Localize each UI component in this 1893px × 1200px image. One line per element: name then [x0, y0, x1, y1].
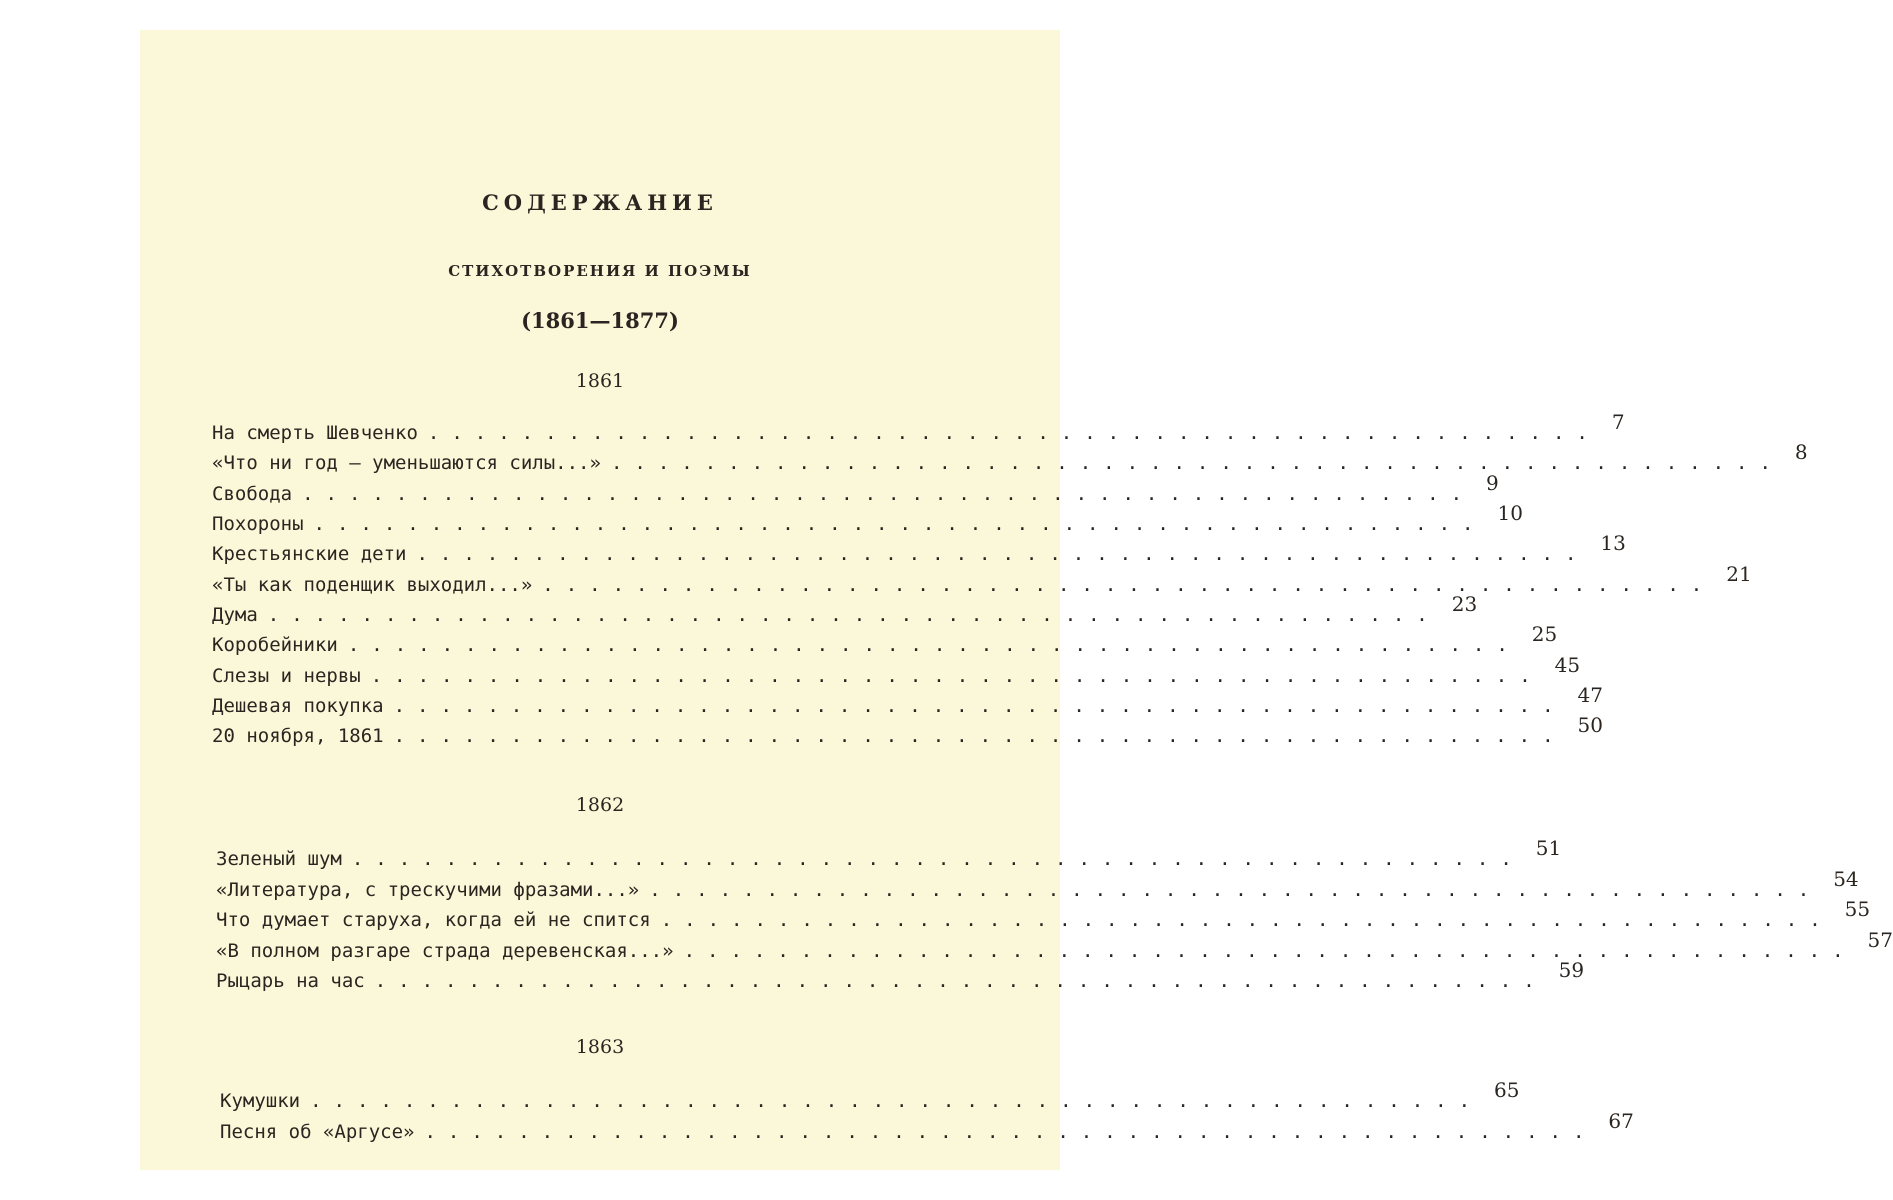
- entry-title: Кумушки: [220, 1090, 301, 1112]
- entry-page: 65: [1494, 1078, 1520, 1102]
- entry-page: 57: [1867, 928, 1893, 952]
- leader-dots: ..................................................: [610, 452, 1783, 474]
- toc-entry: [212, 622, 1558, 656]
- toc-entry: [216, 867, 1859, 901]
- entry-page: 7: [1611, 410, 1625, 434]
- entry-title: «Ты как поденщик выходил...»: [212, 574, 533, 596]
- toc-entry: [220, 1078, 1520, 1112]
- leader-dots: ..................................................: [416, 543, 1589, 565]
- entry-title: Похороны: [212, 513, 304, 535]
- leader-dots: ..................................................: [393, 725, 1566, 747]
- entry-title: Зеленый шум: [216, 848, 342, 870]
- leader-dots: ..................................................: [347, 634, 1520, 656]
- entry-title: Дума: [212, 604, 258, 626]
- toc-entry: [216, 836, 1562, 870]
- leader-dots: ..................................................: [310, 1090, 1483, 1112]
- entry-title: Свобода: [212, 483, 293, 505]
- entry-title: Что думает старуха, когда ей не спится: [216, 909, 651, 931]
- entry-page: 54: [1833, 867, 1859, 891]
- leader-dots: ..................................................: [313, 513, 1486, 535]
- leader-dots: ..................................................: [374, 970, 1547, 992]
- entry-title: «Литература, с трескучими фразами...»: [216, 879, 640, 901]
- toc-entry: [212, 592, 1478, 626]
- year-heading-1862: 1862: [575, 794, 625, 816]
- entry-title: Слезы и нервы: [212, 665, 361, 687]
- leader-dots: ..................................................: [267, 604, 1440, 626]
- leader-dots: ..................................................: [393, 695, 1566, 717]
- toc-entry: [212, 531, 1626, 565]
- leader-dots: ..................................................: [302, 483, 1475, 505]
- toc-entry: [212, 440, 1808, 474]
- year-heading-1861: 1861: [575, 370, 625, 392]
- toc-entry: [216, 928, 1893, 962]
- toc-entry: [216, 897, 1871, 931]
- entry-page: 10: [1497, 501, 1523, 525]
- years-range: (1861—1877): [521, 308, 679, 333]
- toc-entry: [220, 1109, 1634, 1143]
- entry-page: 47: [1577, 683, 1603, 707]
- entry-page: 59: [1558, 958, 1585, 982]
- leader-dots: ..................................................: [660, 909, 1833, 931]
- entry-page: 51: [1535, 836, 1562, 860]
- leader-dots: ..................................................: [424, 1121, 1597, 1143]
- toc-entry: [212, 683, 1603, 717]
- entry-page: 13: [1600, 531, 1626, 555]
- book-page: [140, 30, 1893, 1170]
- leader-dots: ..................................................: [427, 422, 1600, 444]
- entry-page: 25: [1531, 622, 1558, 646]
- leader-dots: ..................................................: [542, 574, 1715, 596]
- leader-dots: ..................................................: [683, 940, 1856, 962]
- entry-title: «Что ни год — уменьшаются силы...»: [212, 452, 601, 474]
- entry-title: Крестьянские дети: [212, 543, 407, 565]
- leader-dots: ..................................................: [649, 879, 1822, 901]
- leader-dots: ..................................................: [370, 665, 1543, 687]
- toc-entry: [216, 958, 1585, 992]
- toc-entry: [212, 653, 1581, 687]
- toc-entry: [212, 562, 1752, 596]
- entry-page: 67: [1608, 1109, 1634, 1133]
- entry-title: 20 ноября, 1861: [212, 725, 384, 747]
- entry-title: Рыцарь на час: [216, 970, 365, 992]
- toc-entry: [212, 501, 1523, 535]
- entry-title: Дешевая покупка: [212, 695, 384, 717]
- entry-page: 50: [1577, 713, 1603, 737]
- leader-dots: ..................................................: [351, 848, 1524, 870]
- entry-page: 23: [1451, 592, 1478, 616]
- entry-page: 45: [1554, 653, 1581, 677]
- toc-entry: [212, 713, 1603, 747]
- entry-title: Коробейники: [212, 634, 338, 656]
- page-title: СОДЕРЖАНИЕ: [482, 190, 718, 215]
- entry-page: 21: [1726, 562, 1752, 586]
- entry-title: На смерть Шевченко: [212, 422, 418, 444]
- entry-title: Песня об «Аргусе»: [220, 1121, 415, 1143]
- entry-page: 8: [1794, 440, 1808, 464]
- entry-title: «В полном разгаре страда деревенская...»: [216, 940, 674, 962]
- entry-page: 9: [1486, 471, 1499, 495]
- year-heading-1863: 1863: [575, 1036, 625, 1058]
- entry-page: 55: [1844, 897, 1871, 921]
- toc-entry: [212, 410, 1625, 444]
- toc-entry: [212, 471, 1499, 505]
- section-subtitle: СТИХОТВОРЕНИЯ И ПОЭМЫ: [448, 262, 752, 280]
